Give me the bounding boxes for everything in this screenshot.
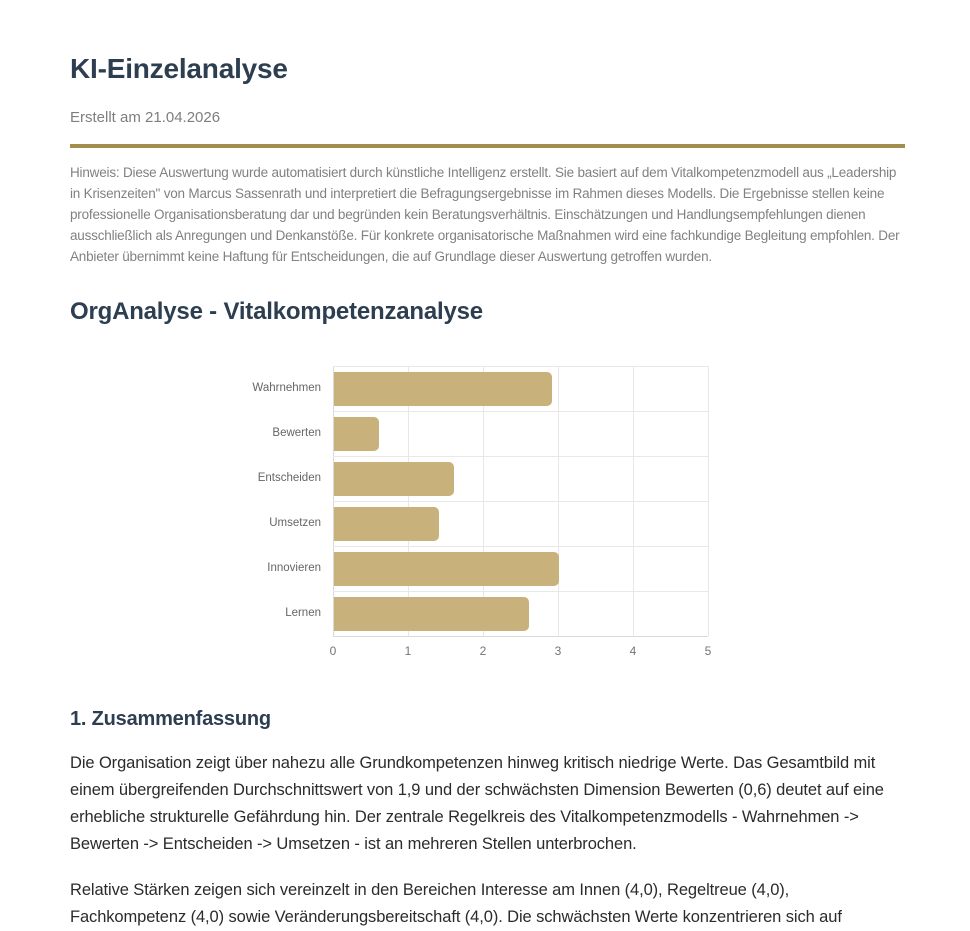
- chart-x-tick-label: 1: [404, 644, 412, 659]
- chart-bar: [334, 417, 379, 451]
- disclaimer-text: Hinweis: Diese Auswertung wurde automatisiert durch künstliche Intelligenz erstellt. Sie basiert auf dem Vitalkompetenzmodell aus „Leadership in Krisenzeiten" von Marcus Sassenrath und interpretiert die Befragungsergebnisse im Rahmen dieses Modells. Die Ergebnisse stellen keine professionelle Organisationsberatung dar und begründen kein Beratungsverhältnis. Einschätzungen und Handlungsempfehlungen dienen ausschließlich als Anregungen und Denkanstöße. Für konkrete organisatorische Maßnahmen wird eine fachkundige Begleitung empfohlen. Der Anbieter übernimmt keine Haftung für Entscheidungen, die auf Grundlage dieser Auswertung getroffen wurden.: [70, 165, 900, 265]
- gold-divider: [70, 144, 905, 148]
- chart-gridline-horizontal: [333, 591, 708, 592]
- chart-x-tick-label: 4: [629, 644, 637, 659]
- created-date: Erstellt am 21.04.2026: [70, 109, 221, 127]
- section-title: OrgAnalyse - Vitalkompetenzanalyse: [70, 298, 483, 326]
- summary-paragraph-1: Die Organisation zeigt über nahezu alle Grundkompetenzen hinweg kritisch niedrige Werte. Das Gesamtbild mit einem übergreifenden Durchschnittswert von 1,9 und der schwächsten Dimension Bewerten (0,6) deutet auf eine erhebliche strukturelle Gefährdung hin. Der zentrale Regelkreis des Vitalkompetenzmodells - Wahrnehmen -> Bewerten -> Entscheiden -> Umsetzen - ist an mehreren Stellen unterbrochen.: [70, 754, 884, 854]
- bar-chart: [248, 366, 710, 666]
- chart-bar: [334, 507, 439, 541]
- chart-bar: [334, 462, 454, 496]
- chart-x-tick-label: 2: [479, 644, 487, 659]
- chart-category-label: Wahrnehmen: [252, 382, 321, 395]
- chart-gridline-horizontal: [333, 456, 708, 457]
- chart-bar: [334, 372, 552, 406]
- chart-x-tick-label: 3: [554, 644, 562, 659]
- chart-gridline-horizontal: [333, 501, 708, 502]
- chart-category-label: Bewerten: [272, 427, 321, 440]
- page-title: KI-Einzelanalyse: [70, 53, 288, 84]
- chart-category-label: Entscheiden: [257, 472, 321, 485]
- chart-x-tick-label: 0: [329, 644, 337, 659]
- chart-gridline-horizontal: [333, 366, 708, 367]
- summary-paragraph-2: Relative Stärken zeigen sich vereinzelt in den Bereichen Interesse am Innen (4,0), Regeltreue (4,0), Fachkompetenz (4,0) sowie Veränderungsbereitschaft (4,0). Die schwächsten Werte konzentrieren sich auf: [70, 881, 842, 927]
- summary-heading: 1. Zusammenfassung: [70, 708, 271, 731]
- chart-category-label: Innovieren: [267, 562, 321, 575]
- chart-gridline-horizontal: [333, 411, 708, 412]
- chart-bar: [334, 552, 559, 586]
- chart-category-label: Umsetzen: [269, 517, 321, 530]
- chart-x-axis-line: [333, 636, 708, 637]
- chart-x-tick-label: 5: [704, 644, 712, 659]
- chart-gridline-horizontal: [333, 546, 708, 547]
- chart-gridline-vertical: [708, 366, 709, 636]
- chart-category-label: Lernen: [285, 607, 321, 620]
- chart-bar: [334, 597, 529, 631]
